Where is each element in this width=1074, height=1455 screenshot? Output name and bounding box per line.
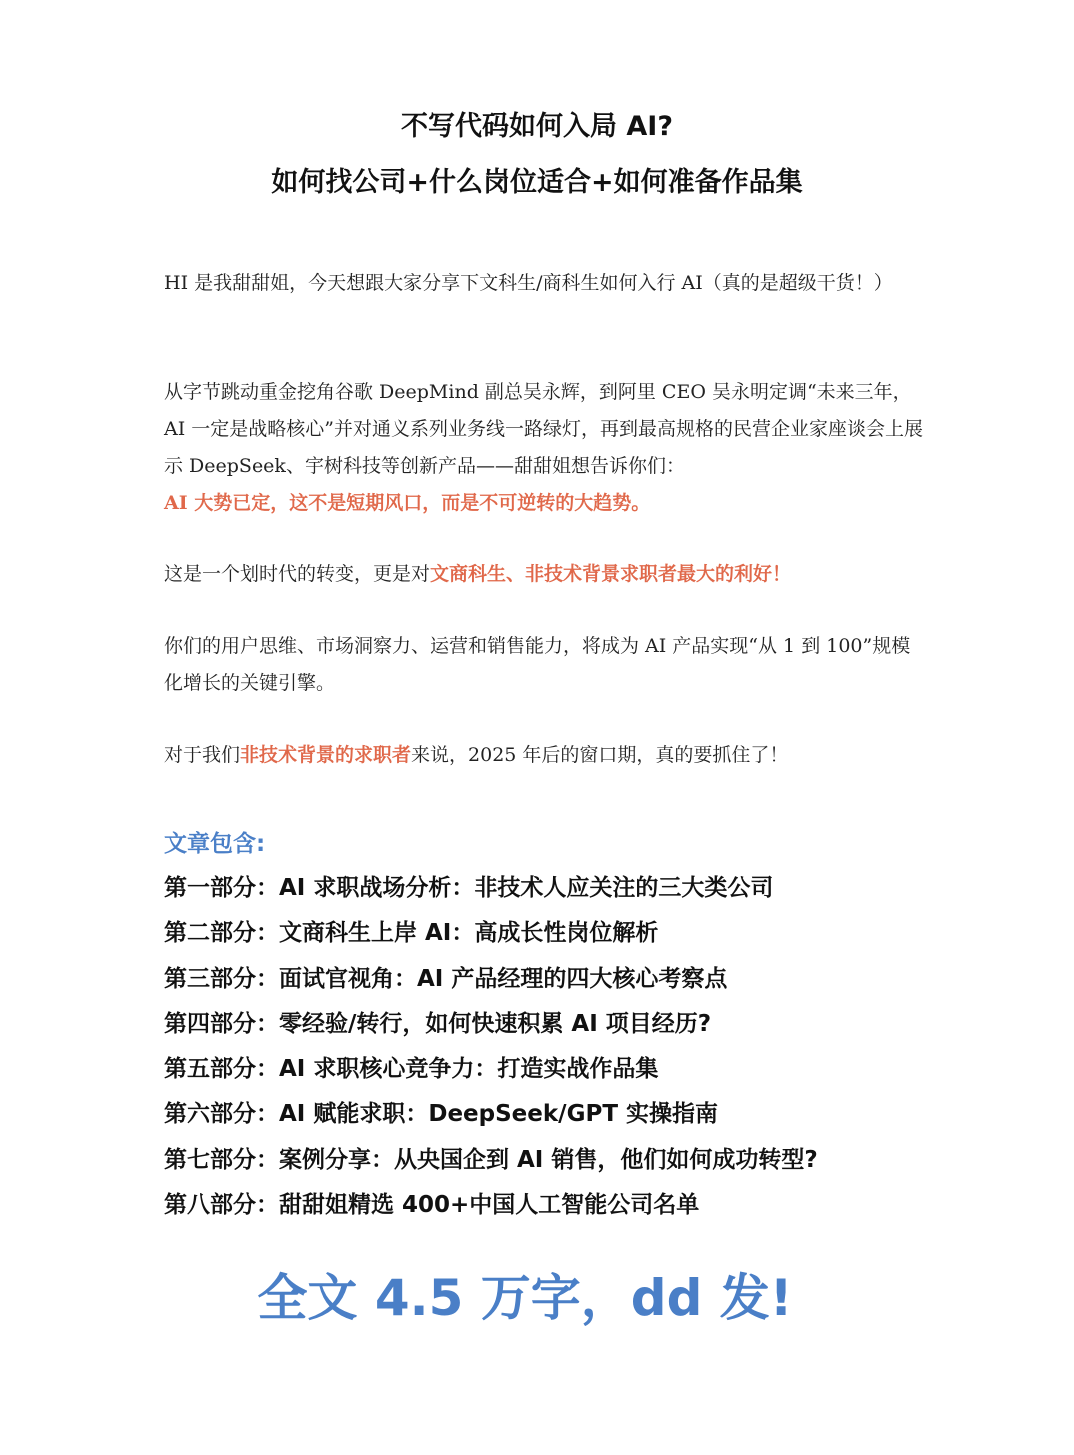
footer-banner: 全文 4.5 万字，dd 发! [257,1269,793,1327]
toc-heading: 文章包含: [164,831,266,857]
intro-paragraph-3-text: 这是一个划时代的转变，更是对 [164,563,431,585]
intro-paragraph-5-post: 来说，2025 年后的窗口期，真的要抓住了！ [411,744,789,766]
toc-item: 第二部分：文商科生上岸 AI：高成长性岗位解析 [164,920,659,947]
toc-item: 第一部分：AI 求职战场分析：非技术人应关注的三大类公司 [164,875,774,901]
toc-item: 第四部分：零经验/转行，如何快速积累 AI 项目经历? [164,1010,712,1037]
intro-paragraph-1: HI 是我甜甜姐，今天想跟大家分享下文科生/商科生如何入行 AI（真的是超级干货！） [164,272,893,294]
intro-paragraph-2-text: 从字节跳动重金挖角谷歌 DeepMind 副总吴永辉，到阿里 CEO 吴永明定调“未来三年，AI 一定是战略核心”并对通义系列业务线一路绿灯，再到最高规格的民营企业家座谈会上展示 DeepSeek、宇树科技等创新产品——甜甜姐想告诉你们： [164,381,923,477]
intro-paragraph-5 [164,737,924,774]
toc-item: 第五部分：AI 求职核心竞争力：打造实战作品集 [164,1056,659,1083]
intro-paragraph-4: 你们的用户思维、市场洞察力、运营和销售能力，将成为 AI 产品实现“从 1 到 100”规模化增长的关键引擎。 [164,635,911,694]
intro-paragraph-2 [164,374,924,522]
trend-highlight: AI 大势已定，这不是短期风口，而是不可逆转的大趋势。 [164,492,651,514]
intro-paragraph-3 [164,556,924,593]
benefit-highlight: 文商科生、非技术背景求职者最大的利好！ [430,563,792,585]
toc-item: 第三部分：面试官视角：AI 产品经理的四大核心考察点 [164,965,728,992]
job-seeker-highlight: 非技术背景的求职者 [240,744,412,766]
toc-item: 第六部分：AI 赋能求职：DeepSeek/GPT 实操指南 [164,1101,719,1128]
intro-paragraph-5-pre: 对于我们 [164,744,241,766]
title-line-2: 如何找公司+什么岗位适合+如何准备作品集 [271,167,803,198]
toc-item: 第八部分：甜甜姐精选 400+中国人工智能公司名单 [164,1192,700,1219]
toc-list [164,870,964,1232]
title-line-1: 不写代码如何入局 AI? [400,111,673,142]
toc-item: 第七部分：案例分享：从央国企到 AI 销售，他们如何成功转型? [164,1146,818,1173]
